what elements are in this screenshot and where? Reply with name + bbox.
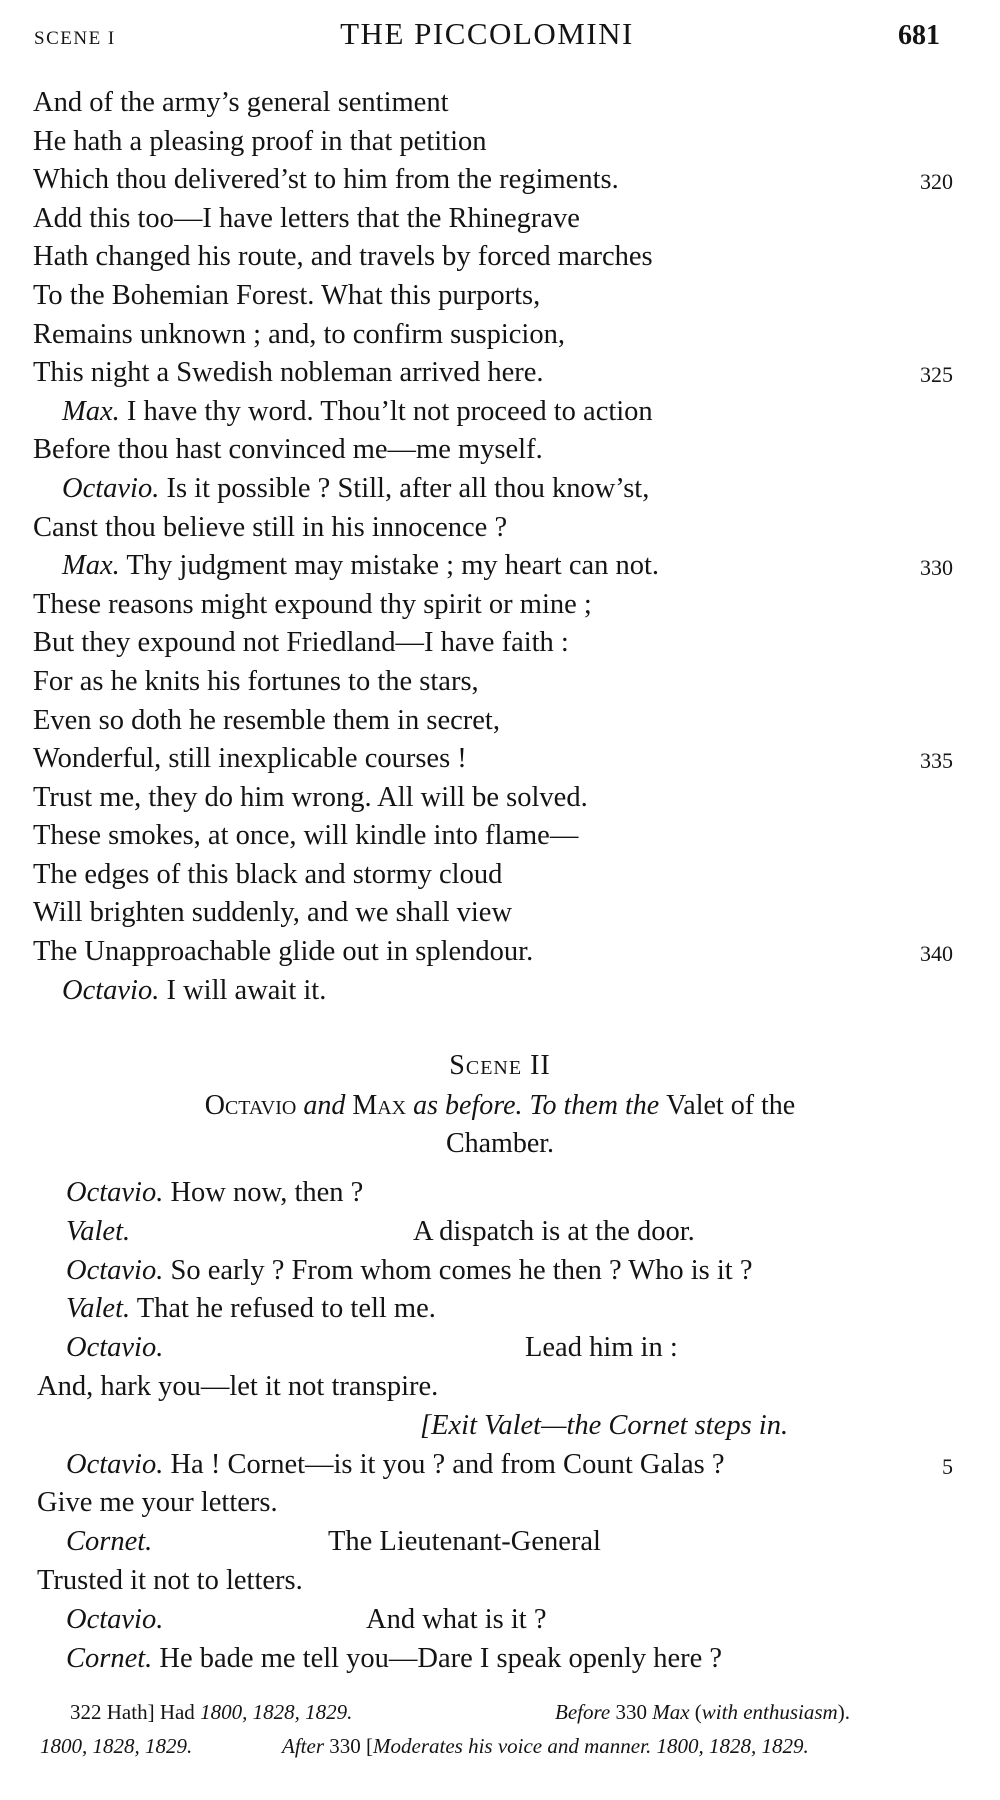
verse-text	[33, 856, 502, 895]
verse-text	[66, 1523, 152, 1562]
verse-line	[0, 161, 1000, 200]
line-text: Even so doth he resemble them in secret,	[33, 704, 500, 736]
stage-as-before: as before. To them the	[406, 1090, 667, 1121]
continuation-text: Lead him in :	[525, 1332, 678, 1364]
verse-line	[0, 933, 1000, 972]
verse-text	[33, 161, 619, 200]
verse-text	[37, 1368, 438, 1407]
scene-heading	[0, 1050, 1000, 1082]
verse-line	[0, 1368, 1000, 1407]
verse-text	[62, 393, 653, 432]
verse-text	[33, 316, 565, 355]
line-text: I have thy word. Thou’lt not proceed to action	[119, 395, 653, 427]
line-text: So early ? From whom comes he then ? Who is it ?	[163, 1254, 753, 1286]
verse-line	[0, 894, 1000, 933]
verse-text	[33, 624, 569, 663]
footnote-line-2	[0, 1734, 1000, 1768]
speaker-name: Octavio.	[62, 472, 160, 504]
verse-line	[0, 1601, 1000, 1640]
verse-text	[33, 123, 487, 162]
verse-text	[66, 1174, 363, 1213]
line-text: Trusted it not to letters.	[37, 1564, 303, 1596]
stage-and: and	[296, 1090, 353, 1121]
verse-line	[0, 393, 1000, 432]
verse-text	[33, 238, 653, 277]
verse-line	[0, 972, 1000, 1011]
footnote-line-1	[0, 1700, 1000, 1734]
note-before-330: Before 330 Max (with enthusiasm).	[555, 1700, 850, 1724]
line-text: Thy judgment may mistake ; my heart can not.	[119, 550, 660, 582]
stage-name-max: Max	[352, 1090, 407, 1121]
verse-text	[37, 1484, 278, 1523]
verse-line	[0, 238, 1000, 277]
verse-line	[0, 1523, 1000, 1562]
verse-text	[33, 663, 479, 702]
line-number: 330	[920, 555, 953, 581]
verse-text	[37, 1562, 303, 1601]
line-text: These smokes, at once, will kindle into flame—	[33, 820, 579, 852]
verse-text	[66, 1446, 725, 1485]
verse-line	[0, 740, 1000, 779]
line-text: Which thou delivered’st to him from the regiments.	[33, 164, 619, 196]
verse-text	[33, 894, 512, 933]
verse-text	[33, 933, 533, 972]
line-text: I will await it.	[159, 974, 327, 1006]
verse-line	[0, 547, 1000, 586]
speaker-name: Octavio.	[66, 1448, 164, 1480]
verse-line	[0, 1484, 1000, 1523]
verse-line	[0, 84, 1000, 123]
note-editions: 1800, 1828, 1829.	[40, 1734, 193, 1758]
verse-line	[0, 470, 1000, 509]
speaker-name: Octavio.	[66, 1332, 164, 1364]
verse-line	[0, 1562, 1000, 1601]
speaker-name: Valet.	[66, 1215, 131, 1247]
line-text: Canst thou believe still in his innocence ?	[33, 511, 508, 543]
verse-text	[33, 200, 580, 239]
line-text: Is it possible ? Still, after all thou know’st,	[159, 472, 650, 504]
verse-line	[0, 354, 1000, 393]
verse-line	[0, 1407, 1000, 1446]
verse-line	[0, 1290, 1000, 1329]
line-text: Give me your letters.	[37, 1487, 278, 1519]
line-number: 325	[920, 362, 953, 388]
verse-line	[0, 586, 1000, 625]
line-text: This night a Swedish nobleman arrived here.	[33, 357, 544, 389]
verse-text	[62, 972, 326, 1011]
stage-name-octavio: Octavio	[204, 1090, 297, 1121]
verse-line	[0, 1640, 1000, 1679]
verse-text	[33, 740, 467, 779]
stage-direction-line-2	[0, 1128, 1000, 1160]
verse-line	[0, 200, 1000, 239]
stage-direction-line-1	[0, 1090, 1000, 1122]
verse-text	[33, 84, 449, 123]
verse-text	[66, 1601, 163, 1640]
running-head-title: THE PICCOLOMINI	[340, 16, 634, 51]
verse-line	[0, 663, 1000, 702]
line-text: These reasons might expound thy spirit or mine ;	[33, 588, 592, 620]
line-text: He bade me tell you—Dare I speak openly here ?	[152, 1642, 723, 1674]
note-after-330: After 330 [Moderates his voice and manner. 1800, 1828, 1829.	[282, 1734, 809, 1758]
verse-text	[66, 1252, 753, 1291]
line-number: 335	[920, 748, 953, 774]
line-text: To the Bohemian Forest. What this purports,	[33, 279, 541, 311]
speaker-name: Cornet.	[66, 1526, 153, 1558]
line-number: 5	[942, 1453, 953, 1479]
stage-direction-exit: [Exit Valet—the Cornet steps in.	[420, 1409, 789, 1441]
continuation-text: The Lieutenant-General	[328, 1526, 601, 1558]
speaker-name: Octavio.	[66, 1177, 164, 1208]
speaker-name: Max.	[62, 550, 120, 582]
line-text: Ha ! Cornet—is it you ? and from Count Galas ?	[163, 1448, 725, 1480]
verse-line	[0, 779, 1000, 818]
speaker-name: Valet.	[66, 1293, 131, 1325]
verse-line	[0, 509, 1000, 548]
verse-line	[0, 1446, 1000, 1485]
verse-line	[0, 702, 1000, 741]
line-text: He hath a pleasing proof in that petition	[33, 125, 487, 157]
speaker-name: Octavio.	[66, 1254, 164, 1286]
line-text: Before thou hast convinced me—me myself.	[33, 434, 543, 466]
verse-line	[0, 817, 1000, 856]
verse-text	[62, 470, 649, 509]
verse-text	[33, 431, 543, 470]
verse-line	[0, 277, 1000, 316]
verse-line	[0, 624, 1000, 663]
verse-text	[62, 547, 659, 586]
line-text: Wonderful, still inexplicable courses !	[33, 743, 467, 775]
verse-line	[0, 1174, 1000, 1213]
verse-block-scene-2	[0, 1174, 1000, 1678]
note-hath: 322 Hath] Had 1800, 1828, 1829.	[70, 1700, 353, 1724]
verse-text	[66, 1290, 436, 1329]
speaker-name: Octavio.	[62, 974, 160, 1006]
speaker-name: Octavio.	[66, 1603, 164, 1635]
continuation-text: A dispatch is at the door.	[413, 1215, 695, 1247]
stage-valet: Valet of the	[666, 1090, 796, 1121]
page-number: 681	[898, 20, 940, 51]
verse-text	[33, 779, 588, 818]
verse-block-scene-1	[0, 84, 1000, 1010]
verse-line	[0, 1329, 1000, 1368]
line-text: Remains unknown ; and, to confirm suspicion,	[33, 318, 565, 350]
footnotes	[0, 1700, 1000, 1768]
line-text: But they expound not Friedland—I have faith :	[33, 627, 569, 659]
verse-line	[0, 856, 1000, 895]
line-number: 320	[920, 169, 953, 195]
verse-text	[66, 1329, 163, 1368]
speaker-name: Cornet.	[66, 1642, 153, 1674]
line-text: Will brighten suddenly, and we shall view	[33, 897, 513, 929]
verse-text	[33, 509, 507, 548]
verse-line	[0, 123, 1000, 162]
verse-text	[33, 354, 544, 393]
line-text: The Unapproachable glide out in splendour.	[33, 936, 534, 968]
verse-text	[33, 702, 500, 741]
line-text: That he refused to tell me.	[130, 1293, 436, 1325]
verse-line	[0, 431, 1000, 470]
verse-line	[0, 1252, 1000, 1291]
page-header	[34, 14, 940, 58]
line-text: And of the army’s general sentiment	[33, 87, 449, 118]
verse-text	[66, 1213, 130, 1252]
line-text: How now, then ?	[163, 1177, 364, 1208]
stage-chamber: Chamber.	[445, 1128, 555, 1159]
verse-line	[0, 316, 1000, 355]
verse-line	[0, 1213, 1000, 1252]
verse-text	[33, 586, 592, 625]
verse-text	[33, 817, 578, 856]
line-text: And, hark you—let it not transpire.	[37, 1370, 439, 1402]
line-text: Trust me, they do him wrong. All will be solved.	[33, 781, 588, 813]
line-number: 340	[920, 941, 953, 967]
speaker-name: Max.	[62, 395, 120, 427]
scene-heading-text: Scene II	[449, 1050, 551, 1081]
line-text: Hath changed his route, and travels by forced marches	[33, 241, 653, 273]
verse-text	[33, 277, 540, 316]
line-text: Add this too—I have letters that the Rhinegrave	[33, 202, 580, 234]
line-text: For as he knits his fortunes to the stars,	[33, 665, 479, 697]
verse-text	[66, 1640, 722, 1679]
continuation-text: And what is it ?	[366, 1603, 547, 1635]
running-head-scene: SCENE I	[34, 28, 116, 49]
line-text: The edges of this black and stormy cloud	[33, 858, 503, 890]
